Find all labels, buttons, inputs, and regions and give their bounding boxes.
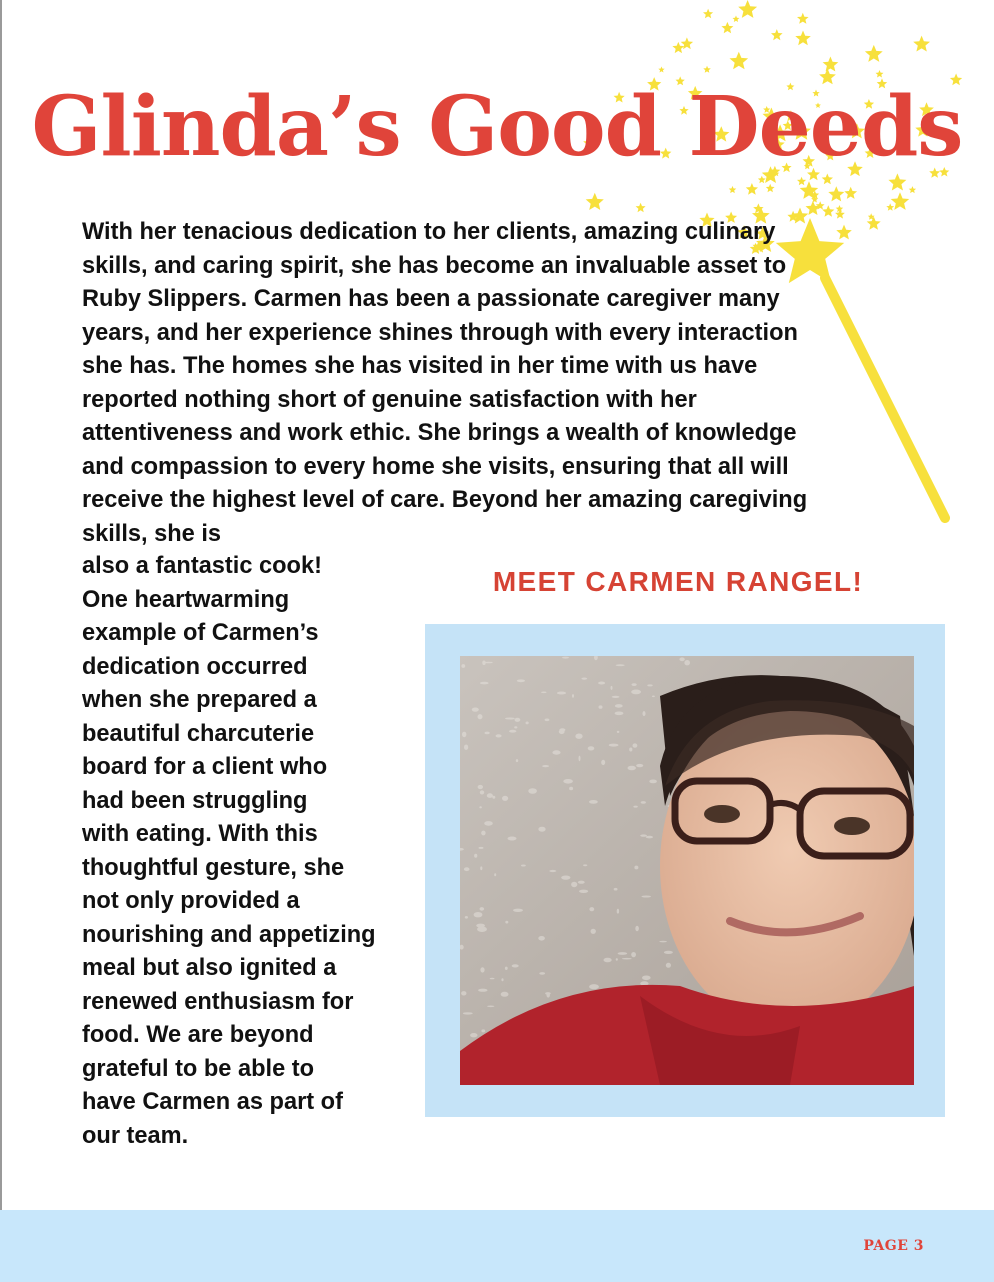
photo-frame [425, 624, 945, 1117]
column-line: dedication occurred [82, 653, 308, 680]
sparkle-star-icon [729, 186, 737, 193]
column-line: when she prepared a [82, 687, 317, 713]
sparkle-star-icon [913, 36, 930, 52]
column-line: also a fantastic cook! [82, 553, 322, 579]
sparkle-star-icon [823, 57, 839, 72]
portrait-photo [460, 656, 914, 1085]
column-line: thoughtful gesture, she [82, 854, 345, 881]
column-line: example of Carmen’s [82, 620, 319, 646]
sparkle-star-icon [909, 186, 916, 193]
sparkle-star-icon [828, 186, 844, 201]
sparkle-star-icon [738, 0, 757, 18]
feature-heading: MEET CARMEN RANGEL! [492, 566, 864, 597]
column-line: not only provided a [82, 888, 300, 914]
column-line: our team. [82, 1122, 189, 1149]
column-line: food. We are beyond [82, 1022, 314, 1048]
sparkle-star-icon [672, 42, 684, 53]
sparkle-star-icon [703, 66, 711, 73]
sparkle-star-icon [771, 29, 783, 40]
column-line: nourishing and appetizing [82, 921, 376, 948]
sparkle-star-icon [795, 31, 811, 46]
page-edge-divider [0, 0, 2, 1210]
sparkle-star-icon [836, 225, 852, 240]
column-line: have Carmen as part of [82, 1089, 343, 1115]
sparkle-star-icon [758, 176, 766, 184]
sparkle-star-icon [636, 203, 646, 213]
sparkle-star-icon [891, 192, 910, 210]
sparkle-star-icon [867, 216, 881, 229]
page-number: PAGE 3 [863, 1238, 924, 1254]
column-line: meal but also ignited a [82, 955, 337, 981]
column-line: One heartwarming [82, 586, 290, 613]
sparkle-star-icon [886, 203, 894, 210]
sparkle-star-icon [746, 183, 758, 195]
column-line: with eating. With this [82, 821, 318, 847]
sparkle-star-icon [797, 177, 806, 186]
column-line: beautiful charcuterie [82, 720, 315, 747]
sparkle-star-icon [730, 52, 749, 70]
column-line: had been struggling [82, 787, 308, 814]
sparkle-star-icon [766, 184, 775, 192]
sparkle-star-icon [703, 9, 713, 19]
wand-stick [825, 278, 945, 518]
sparkle-star-icon [797, 13, 809, 24]
article-column-text [82, 550, 412, 1153]
sparkle-star-icon [658, 67, 664, 73]
column-line: board for a client who [82, 754, 328, 780]
article-intro-paragraph: With her tenacious dedication to her clients, amazing culinary skills, and caring spirit, she has become an invaluable asset to Ruby Slippers. Carmen has been a passionate caregiver many years, and her experience shines through with every interaction she has. The homes she has visited in her time with us have reported nothing short of genuine satisfaction with her attentiveness and work ethic. She brings a wealth of knowledge and compassion to every home she visits, ensuring that all will receive the highest level of care. Beyond her amazing caregiving skills, she is [82, 219, 808, 547]
column-line: renewed enthusiasm for [82, 988, 354, 1015]
sparkle-star-icon [876, 70, 884, 78]
sparkle-star-icon [822, 205, 834, 217]
sparkle-star-icon [733, 16, 740, 23]
sparkle-star-icon [721, 22, 733, 33]
sparkle-star-icon [865, 45, 883, 62]
footer-band [0, 1210, 994, 1282]
page-title: Glinda’s Good Deeds [31, 79, 963, 175]
sparkle-star-icon [844, 187, 857, 199]
sparkle-star-icon [586, 193, 604, 210]
column-line: grateful to be able to [82, 1055, 315, 1082]
